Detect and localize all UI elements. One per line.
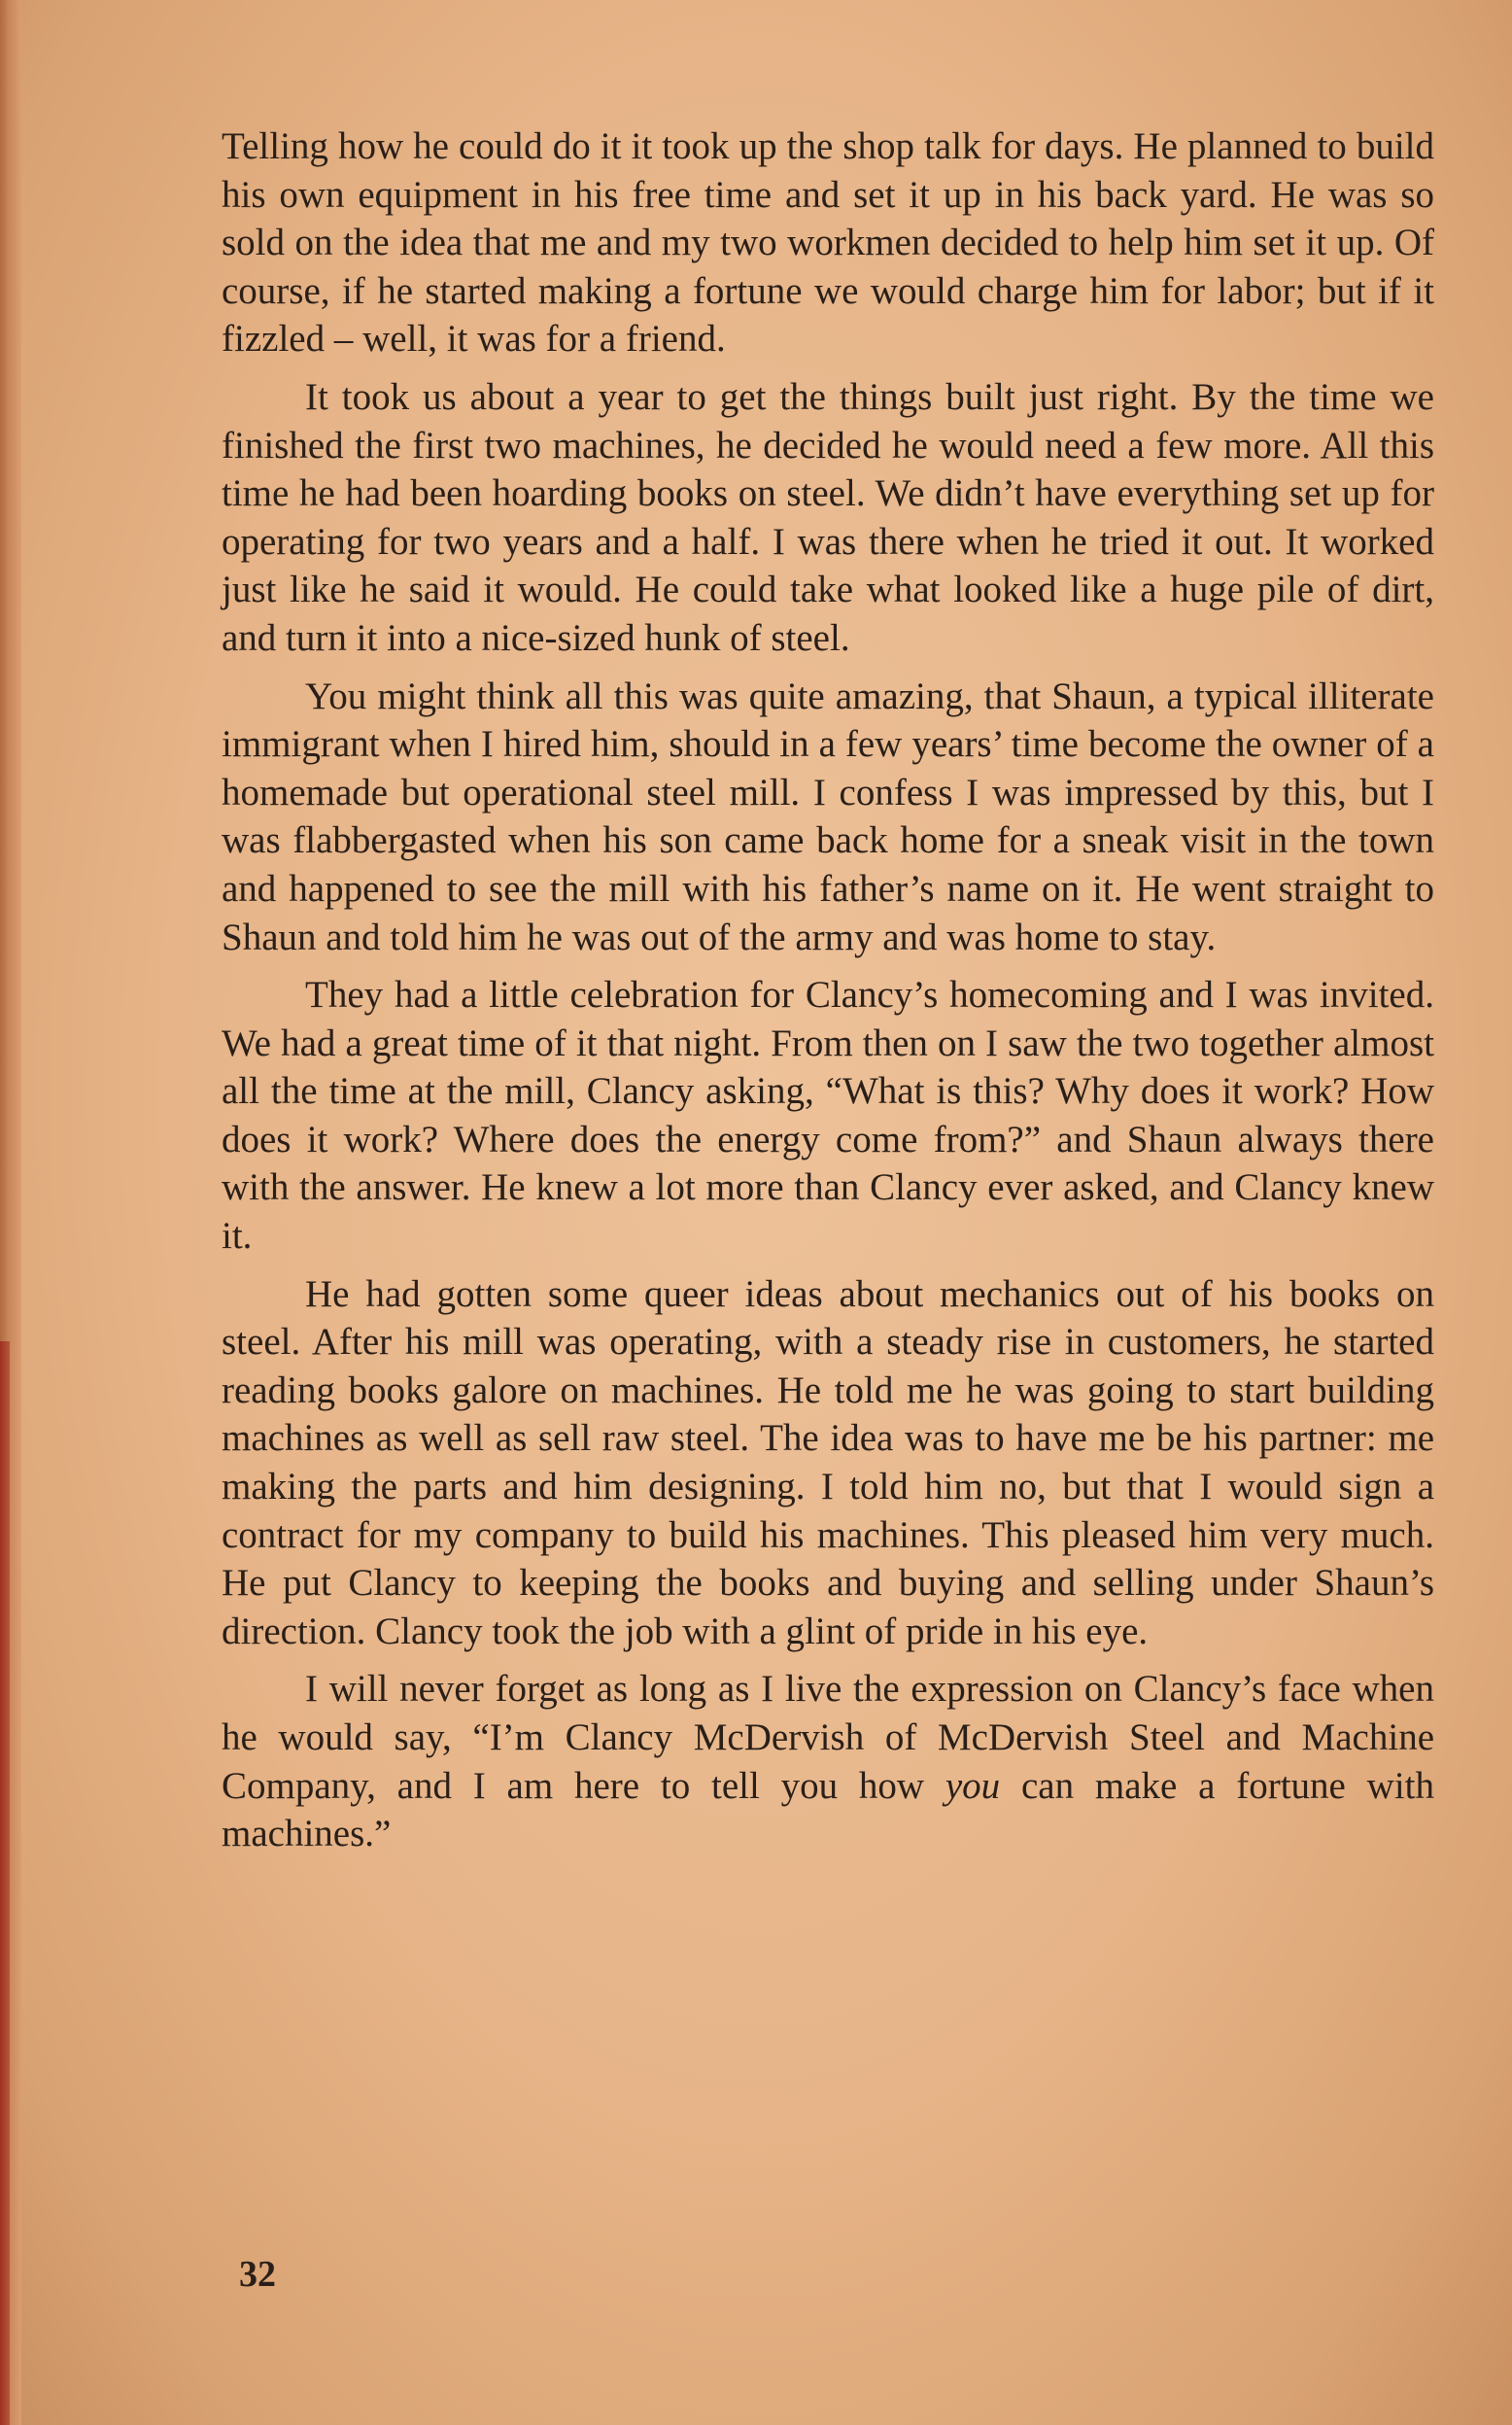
paragraph-6	[222, 1665, 1434, 1857]
paragraph-6-emphasis: you	[945, 1764, 1001, 1807]
paragraph-6-end: can make a fortune with machines.”	[222, 1764, 1434, 1855]
page-number: 32	[239, 2254, 276, 2295]
paragraph-2: It took us about a year to get the things built just right. By the time we finished the first two machines, he decided he would need a few more. All this time he had been hoarding books on steel. We didn’t have everything set up for operating for two years and a half. I was there when he tried it out. It worked just like he said it would. He could take what looked like a huge pile of dirt, and turn it into a nice-sized hunk of steel.	[222, 375, 1434, 659]
paragraph-6-start: I will never forget as long as I live the expression on Clancy’s face when he would say, “I’m Clancy McDervish of McDervish Steel and Machine Company, and I am here to tell you how	[222, 1668, 1434, 1807]
paragraph-5: He had gotten some queer ideas about mechanics out of his books on steel. After his mill was operating, with a steady rise in customers, he started reading books galore on machines. He told me he was going to start building machines as well as sell raw steel. The idea was to have me be his partner: me making the parts and him designing. I told him no, but that I would sign a contract for my company to build his machines. This pleased him very much. He put Clancy to keeping the books and buying and selling under Shaun’s direction. Clancy took the job with a glint of pride in his eye.	[222, 1272, 1434, 1652]
paragraph-4: They had a little celebration for Clancy’s homecoming and I was invited. We had a great time of it that night. From then on I saw the two together almost all the time at the mill, Clancy asking, “What is this? Why does it work? How does it work? Where does the energy come from?” and Shaun always there with the answer. He knew a lot more than Clancy ever asked, and Clancy knew it.	[222, 974, 1434, 1258]
page-edge-red-stain	[0, 1341, 10, 2425]
paragraph-1: Telling how he could do it it took up the shop talk for days. He planned to build his own equipment in his free time and set it up in his back yard. He was so sold on the idea that me and my two workmen decided to help him set it up. Of course, if he started making a fortune we would charge him for labor; but if it fizzled – well, it was for a friend.	[222, 125, 1434, 361]
body-text	[222, 122, 1434, 1868]
paragraph-3: You might think all this was quite amazing, that Shaun, a typical illiterate immigrant when I hired him, should in a few years’ time become the owner of a homemade but operational steel mill. I confess I was impressed by this, but I was flabbergasted when his son came back home for a sneak visit in the town and happened to see the mill with his father’s name on it. He went straight to Shaun and told him he was out of the army and was home to stay.	[222, 675, 1434, 958]
